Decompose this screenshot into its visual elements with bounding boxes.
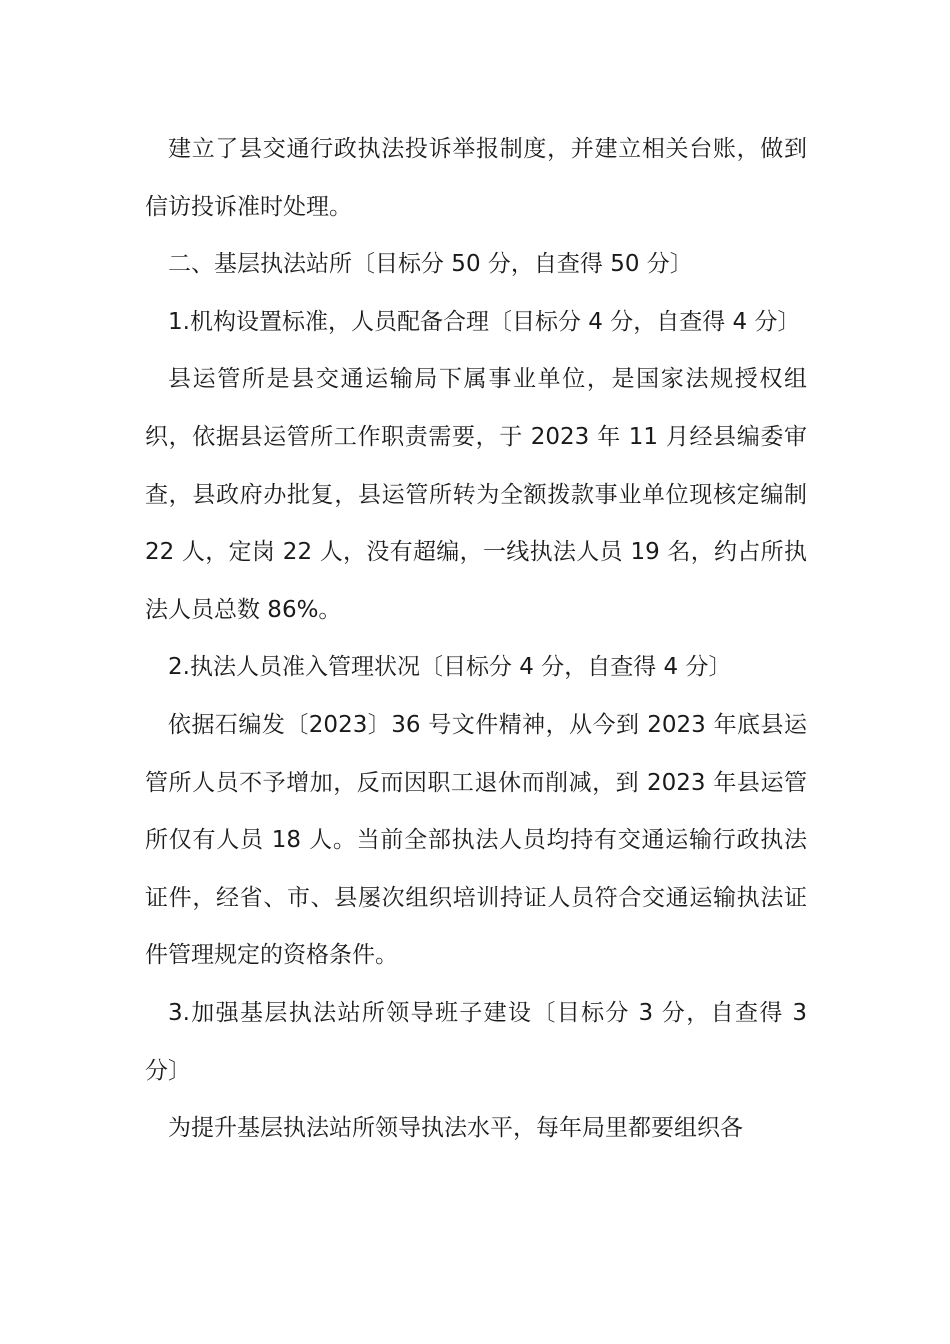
item-heading-leadership: 3.加强基层执法站所领导班子建设〔目标分 3 分，自查得 3 分〕	[145, 999, 807, 1084]
document-body	[145, 121, 807, 1158]
section-heading-grassroots-stations: 二、基层执法站所〔目标分 50 分，自查得 50 分〕	[168, 251, 693, 278]
paragraph-leadership-details: 为提升基层执法站所领导执法水平，每年局里都要组织各	[168, 1115, 743, 1142]
paragraph-organization-details: 县运管所是县交通运输局下属事业单位，是国家法规授权组织，依据县运管所工作职责需要，于 2023 年 11 月经县编委审查，县政府办批复，县运管所转为全额拨款事业单位现核定编制 22 人，定岗 22 人，没有超编，一线执法人员 19 名，约占所执法人员总数 86%。	[145, 366, 807, 623]
item-heading-personnel-access: 2.执法人员准入管理状况〔目标分 4 分，自查得 4 分〕	[168, 654, 732, 681]
paragraph-personnel-details: 依据石编发〔2023〕36 号文件精神，从今到 2023 年底县运管所人员不予增加，反而因职工退休而削减，到 2023 年县运管所仅有人员 18 人。当前全部执法人员均持有交通运输行政执法证件，经省、市、县屡次组织培训持证人员符合交通运输执法证件管理规定的资格条件。	[145, 711, 807, 969]
paragraph-complaint-system: 建立了县交通行政执法投诉举报制度，并建立相关台账，做到信访投诉准时处理。	[145, 136, 807, 220]
item-heading-organization: 1.机构设置标准，人员配备合理〔目标分 4 分，自查得 4 分〕	[168, 308, 801, 335]
